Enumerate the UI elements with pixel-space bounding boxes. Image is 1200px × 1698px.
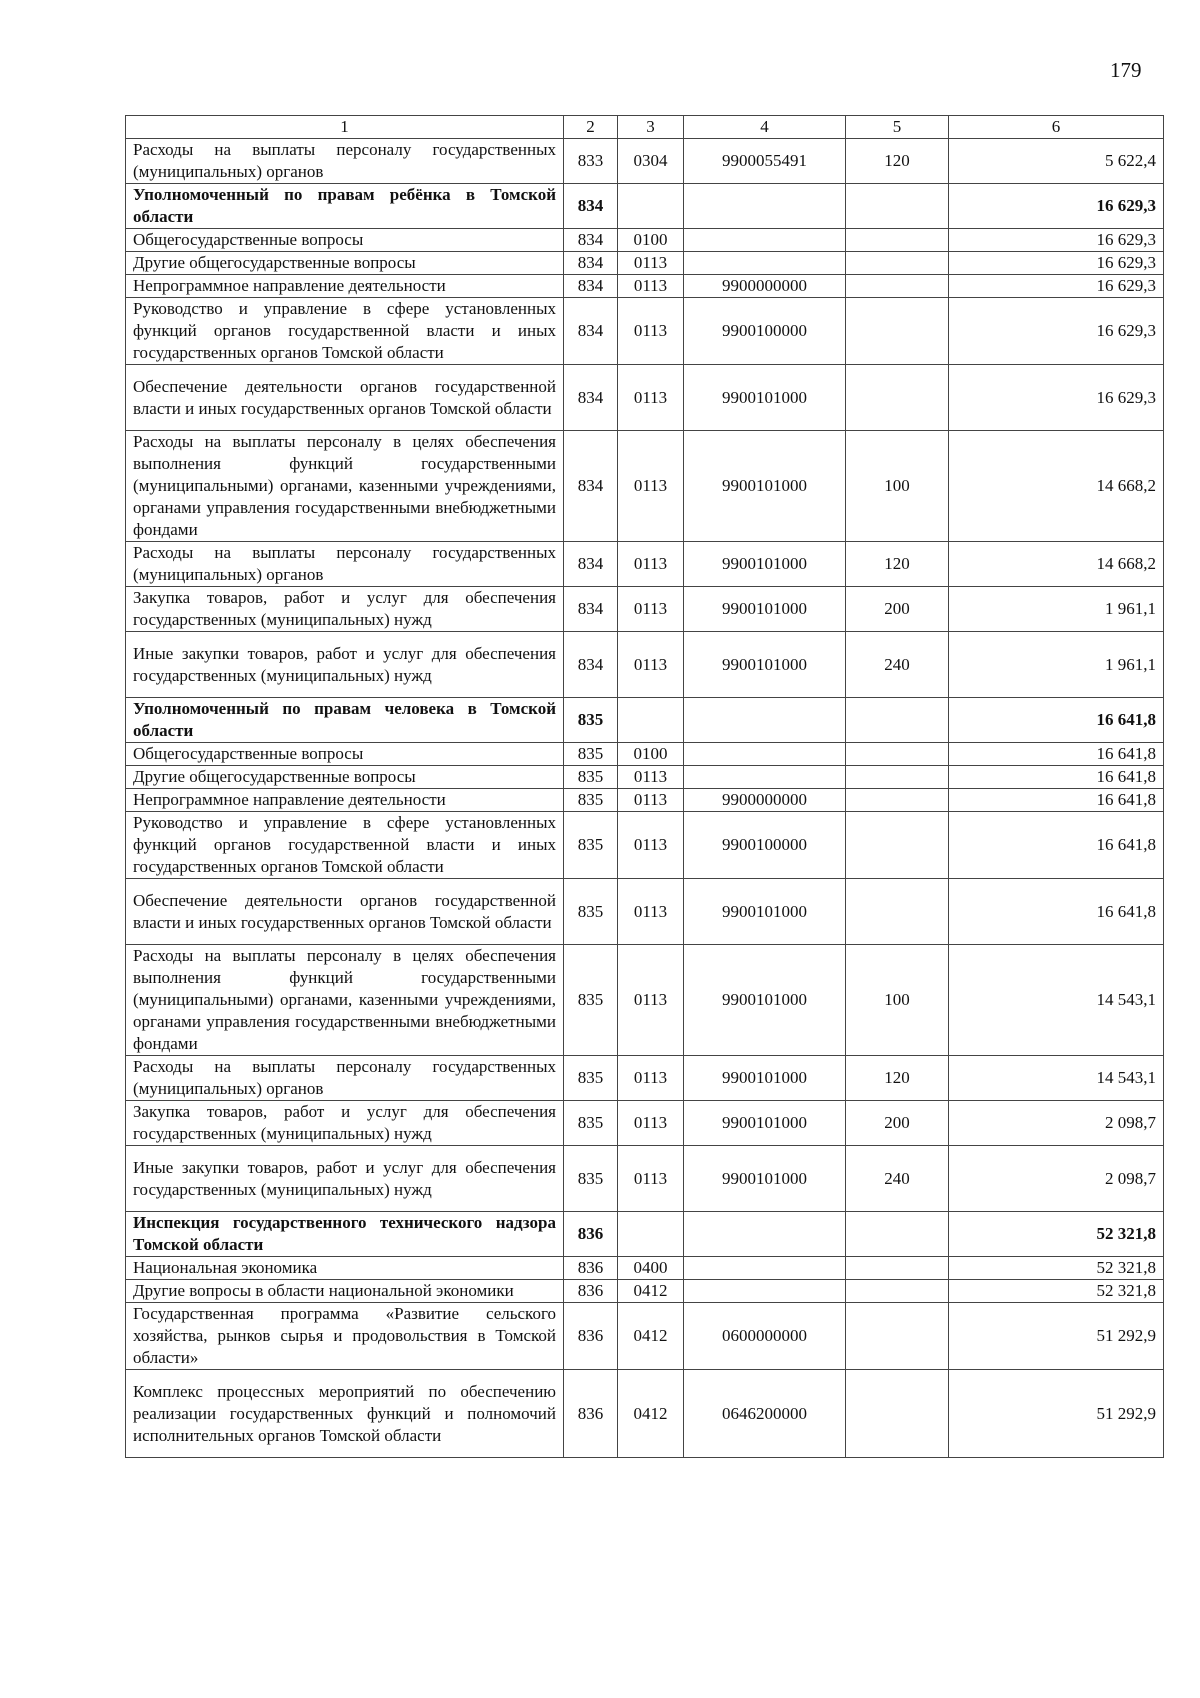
target-article-cell (684, 766, 846, 789)
table-row (126, 1370, 1164, 1458)
expense-type-cell (846, 879, 949, 945)
column-number-row (126, 116, 1164, 139)
row-name-cell: Уполномоченный по правам ребёнка в Томской области (126, 184, 564, 229)
expense-type-cell (846, 698, 949, 743)
table-row (126, 743, 1164, 766)
target-article-cell: 9900055491 (684, 139, 846, 184)
table-row (126, 879, 1164, 945)
section-code-cell: 0113 (618, 587, 684, 632)
table-row (126, 1212, 1164, 1257)
amount-cell: 1 961,1 (949, 632, 1164, 698)
table-row (126, 184, 1164, 229)
table-row (126, 698, 1164, 743)
amount-cell: 51 292,9 (949, 1370, 1164, 1458)
amount-cell: 14 543,1 (949, 1056, 1164, 1101)
table-row (126, 812, 1164, 879)
ministry-code-cell: 834 (564, 542, 618, 587)
amount-cell: 14 668,2 (949, 542, 1164, 587)
expense-type-cell (846, 275, 949, 298)
table-row (126, 1056, 1164, 1101)
row-name-cell: Непрограммное направление деятельности (126, 789, 564, 812)
table-row (126, 298, 1164, 365)
table-row (126, 1303, 1164, 1370)
amount-cell: 16 641,8 (949, 743, 1164, 766)
table-row (126, 587, 1164, 632)
ministry-code-cell: 835 (564, 789, 618, 812)
amount-cell: 5 622,4 (949, 139, 1164, 184)
target-article-cell: 9900101000 (684, 542, 846, 587)
row-name-cell: Общегосударственные вопросы (126, 743, 564, 766)
expense-type-cell (846, 229, 949, 252)
ministry-code-cell: 836 (564, 1280, 618, 1303)
table-row (126, 1257, 1164, 1280)
expense-type-cell (846, 252, 949, 275)
table-row (126, 1146, 1164, 1212)
expense-type-cell (846, 1280, 949, 1303)
expense-type-cell (846, 743, 949, 766)
section-code-cell: 0100 (618, 743, 684, 766)
ministry-code-cell: 834 (564, 298, 618, 365)
amount-cell: 52 321,8 (949, 1212, 1164, 1257)
target-article-cell: 9900101000 (684, 632, 846, 698)
target-article-cell (684, 1212, 846, 1257)
amount-cell: 52 321,8 (949, 1257, 1164, 1280)
row-name-cell: Другие вопросы в области национальной экономики (126, 1280, 564, 1303)
section-code-cell: 0412 (618, 1370, 684, 1458)
amount-cell: 16 641,8 (949, 698, 1164, 743)
row-name-cell: Расходы на выплаты персоналу в целях обеспечения выполнения функций государственными (муниципальными) органами, казенными учреждениями, органами управления государственными внебюджетными фондами (126, 431, 564, 542)
target-article-cell: 9900101000 (684, 1101, 846, 1146)
section-code-cell: 0113 (618, 1146, 684, 1212)
table-row (126, 766, 1164, 789)
table-row (126, 431, 1164, 542)
ministry-code-cell: 835 (564, 1146, 618, 1212)
target-article-cell: 9900101000 (684, 945, 846, 1056)
row-name-cell: Руководство и управление в сфере установленных функций органов государственной власти и иных государственных органов Томской области (126, 812, 564, 879)
ministry-code-cell: 835 (564, 1056, 618, 1101)
target-article-cell: 0600000000 (684, 1303, 846, 1370)
section-code-cell: 0113 (618, 632, 684, 698)
ministry-code-cell: 834 (564, 365, 618, 431)
row-name-cell: Закупка товаров, работ и услуг для обеспечения государственных (муниципальных) нужд (126, 587, 564, 632)
ministry-code-cell: 836 (564, 1212, 618, 1257)
amount-cell: 2 098,7 (949, 1101, 1164, 1146)
target-article-cell: 9900101000 (684, 587, 846, 632)
row-name-cell: Руководство и управление в сфере установленных функций органов государственной власти и иных государственных органов Томской области (126, 298, 564, 365)
section-code-cell: 0113 (618, 879, 684, 945)
row-name-cell: Расходы на выплаты персоналу государственных (муниципальных) органов (126, 542, 564, 587)
row-name-cell: Общегосударственные вопросы (126, 229, 564, 252)
row-name-cell: Расходы на выплаты персоналу в целях обеспечения выполнения функций государственными (муниципальными) органами, казенными учреждениями, органами управления государственными внебюджетными фондами (126, 945, 564, 1056)
ministry-code-cell: 836 (564, 1257, 618, 1280)
section-code-cell: 0113 (618, 812, 684, 879)
expense-type-cell: 120 (846, 542, 949, 587)
section-code-cell: 0113 (618, 945, 684, 1056)
ministry-code-cell: 834 (564, 275, 618, 298)
ministry-code-cell: 835 (564, 698, 618, 743)
amount-cell: 16 629,3 (949, 275, 1164, 298)
target-article-cell: 9900000000 (684, 789, 846, 812)
table-row (126, 1280, 1164, 1303)
section-code-cell: 0113 (618, 1056, 684, 1101)
table-row (126, 945, 1164, 1056)
section-code-cell: 0113 (618, 766, 684, 789)
amount-cell: 52 321,8 (949, 1280, 1164, 1303)
section-code-cell: 0100 (618, 229, 684, 252)
page-number: 179 (1110, 58, 1142, 82)
target-article-cell: 0646200000 (684, 1370, 846, 1458)
ministry-code-cell: 835 (564, 1101, 618, 1146)
ministry-code-cell: 835 (564, 743, 618, 766)
table-row (126, 542, 1164, 587)
target-article-cell: 9900101000 (684, 879, 846, 945)
ministry-code-cell: 834 (564, 431, 618, 542)
ministry-code-cell: 834 (564, 229, 618, 252)
row-name-cell: Другие общегосударственные вопросы (126, 766, 564, 789)
section-code-cell: 0113 (618, 365, 684, 431)
ministry-code-cell: 835 (564, 879, 618, 945)
table-row (126, 632, 1164, 698)
table-row (126, 229, 1164, 252)
amount-cell: 51 292,9 (949, 1303, 1164, 1370)
expense-type-cell: 120 (846, 139, 949, 184)
target-article-cell: 9900000000 (684, 275, 846, 298)
expense-type-cell: 200 (846, 587, 949, 632)
expense-type-cell (846, 1212, 949, 1257)
expense-type-cell (846, 184, 949, 229)
table-row (126, 275, 1164, 298)
ministry-code-cell: 834 (564, 184, 618, 229)
row-name-cell: Расходы на выплаты персоналу государственных (муниципальных) органов (126, 139, 564, 184)
target-article-cell: 9900100000 (684, 298, 846, 365)
amount-cell: 14 668,2 (949, 431, 1164, 542)
expense-type-cell (846, 789, 949, 812)
section-code-cell (618, 184, 684, 229)
expense-type-cell: 100 (846, 945, 949, 1056)
row-name-cell: Национальная экономика (126, 1257, 564, 1280)
expense-type-cell: 120 (846, 1056, 949, 1101)
target-article-cell: 9900101000 (684, 1146, 846, 1212)
section-code-cell (618, 698, 684, 743)
target-article-cell: 9900100000 (684, 812, 846, 879)
amount-cell: 2 098,7 (949, 1146, 1164, 1212)
ministry-code-cell: 835 (564, 766, 618, 789)
expense-type-cell: 240 (846, 1146, 949, 1212)
ministry-code-cell: 835 (564, 812, 618, 879)
expense-type-cell (846, 298, 949, 365)
column-header: 5 (846, 116, 949, 139)
target-article-cell (684, 252, 846, 275)
expense-type-cell (846, 1370, 949, 1458)
amount-cell: 16 641,8 (949, 812, 1164, 879)
expense-type-cell (846, 365, 949, 431)
ministry-code-cell: 836 (564, 1370, 618, 1458)
ministry-code-cell: 836 (564, 1303, 618, 1370)
column-header: 4 (684, 116, 846, 139)
section-code-cell: 0412 (618, 1280, 684, 1303)
row-name-cell: Комплекс процессных мероприятий по обеспечению реализации государственных функций и полномочий исполнительных органов Томской области (126, 1370, 564, 1458)
table-row (126, 139, 1164, 184)
row-name-cell: Непрограммное направление деятельности (126, 275, 564, 298)
row-name-cell: Обеспечение деятельности органов государственной власти и иных государственных органов Томской области (126, 365, 564, 431)
amount-cell: 16 629,3 (949, 298, 1164, 365)
row-name-cell: Государственная программа «Развитие сельского хозяйства, рынков сырья и продовольствия в Томской области» (126, 1303, 564, 1370)
section-code-cell: 0113 (618, 298, 684, 365)
expense-type-cell (846, 766, 949, 789)
column-header: 3 (618, 116, 684, 139)
amount-cell: 16 629,3 (949, 184, 1164, 229)
section-code-cell: 0304 (618, 139, 684, 184)
section-code-cell: 0113 (618, 542, 684, 587)
target-article-cell (684, 184, 846, 229)
column-header: 1 (126, 116, 564, 139)
table-row (126, 789, 1164, 812)
expense-type-cell: 100 (846, 431, 949, 542)
row-name-cell: Инспекция государственного технического надзора Томской области (126, 1212, 564, 1257)
target-article-cell (684, 743, 846, 766)
amount-cell: 1 961,1 (949, 587, 1164, 632)
target-article-cell (684, 229, 846, 252)
section-code-cell: 0113 (618, 275, 684, 298)
amount-cell: 16 629,3 (949, 252, 1164, 275)
section-code-cell: 0412 (618, 1303, 684, 1370)
expense-type-cell: 200 (846, 1101, 949, 1146)
amount-cell: 16 641,8 (949, 879, 1164, 945)
section-code-cell: 0113 (618, 252, 684, 275)
target-article-cell (684, 1257, 846, 1280)
section-code-cell: 0113 (618, 789, 684, 812)
amount-cell: 16 629,3 (949, 365, 1164, 431)
table-row (126, 252, 1164, 275)
expense-type-cell (846, 1257, 949, 1280)
row-name-cell: Иные закупки товаров, работ и услуг для обеспечения государственных (муниципальных) нужд (126, 632, 564, 698)
target-article-cell (684, 1280, 846, 1303)
amount-cell: 16 629,3 (949, 229, 1164, 252)
section-code-cell (618, 1212, 684, 1257)
row-name-cell: Иные закупки товаров, работ и услуг для обеспечения государственных (муниципальных) нужд (126, 1146, 564, 1212)
ministry-code-cell: 834 (564, 587, 618, 632)
row-name-cell: Обеспечение деятельности органов государственной власти и иных государственных органов Томской области (126, 879, 564, 945)
expense-type-cell: 240 (846, 632, 949, 698)
expense-type-cell (846, 1303, 949, 1370)
table-row (126, 365, 1164, 431)
target-article-cell (684, 698, 846, 743)
ministry-code-cell: 833 (564, 139, 618, 184)
column-header: 6 (949, 116, 1164, 139)
target-article-cell: 9900101000 (684, 365, 846, 431)
row-name-cell: Другие общегосударственные вопросы (126, 252, 564, 275)
ministry-code-cell: 835 (564, 945, 618, 1056)
column-header: 2 (564, 116, 618, 139)
row-name-cell: Расходы на выплаты персоналу государственных (муниципальных) органов (126, 1056, 564, 1101)
table-row (126, 1101, 1164, 1146)
section-code-cell: 0400 (618, 1257, 684, 1280)
target-article-cell: 9900101000 (684, 1056, 846, 1101)
section-code-cell: 0113 (618, 1101, 684, 1146)
target-article-cell: 9900101000 (684, 431, 846, 542)
row-name-cell: Уполномоченный по правам человека в Томской области (126, 698, 564, 743)
amount-cell: 16 641,8 (949, 766, 1164, 789)
row-name-cell: Закупка товаров, работ и услуг для обеспечения государственных (муниципальных) нужд (126, 1101, 564, 1146)
budget-table (125, 115, 1164, 1458)
section-code-cell: 0113 (618, 431, 684, 542)
amount-cell: 16 641,8 (949, 789, 1164, 812)
ministry-code-cell: 834 (564, 252, 618, 275)
ministry-code-cell: 834 (564, 632, 618, 698)
amount-cell: 14 543,1 (949, 945, 1164, 1056)
expense-type-cell (846, 812, 949, 879)
